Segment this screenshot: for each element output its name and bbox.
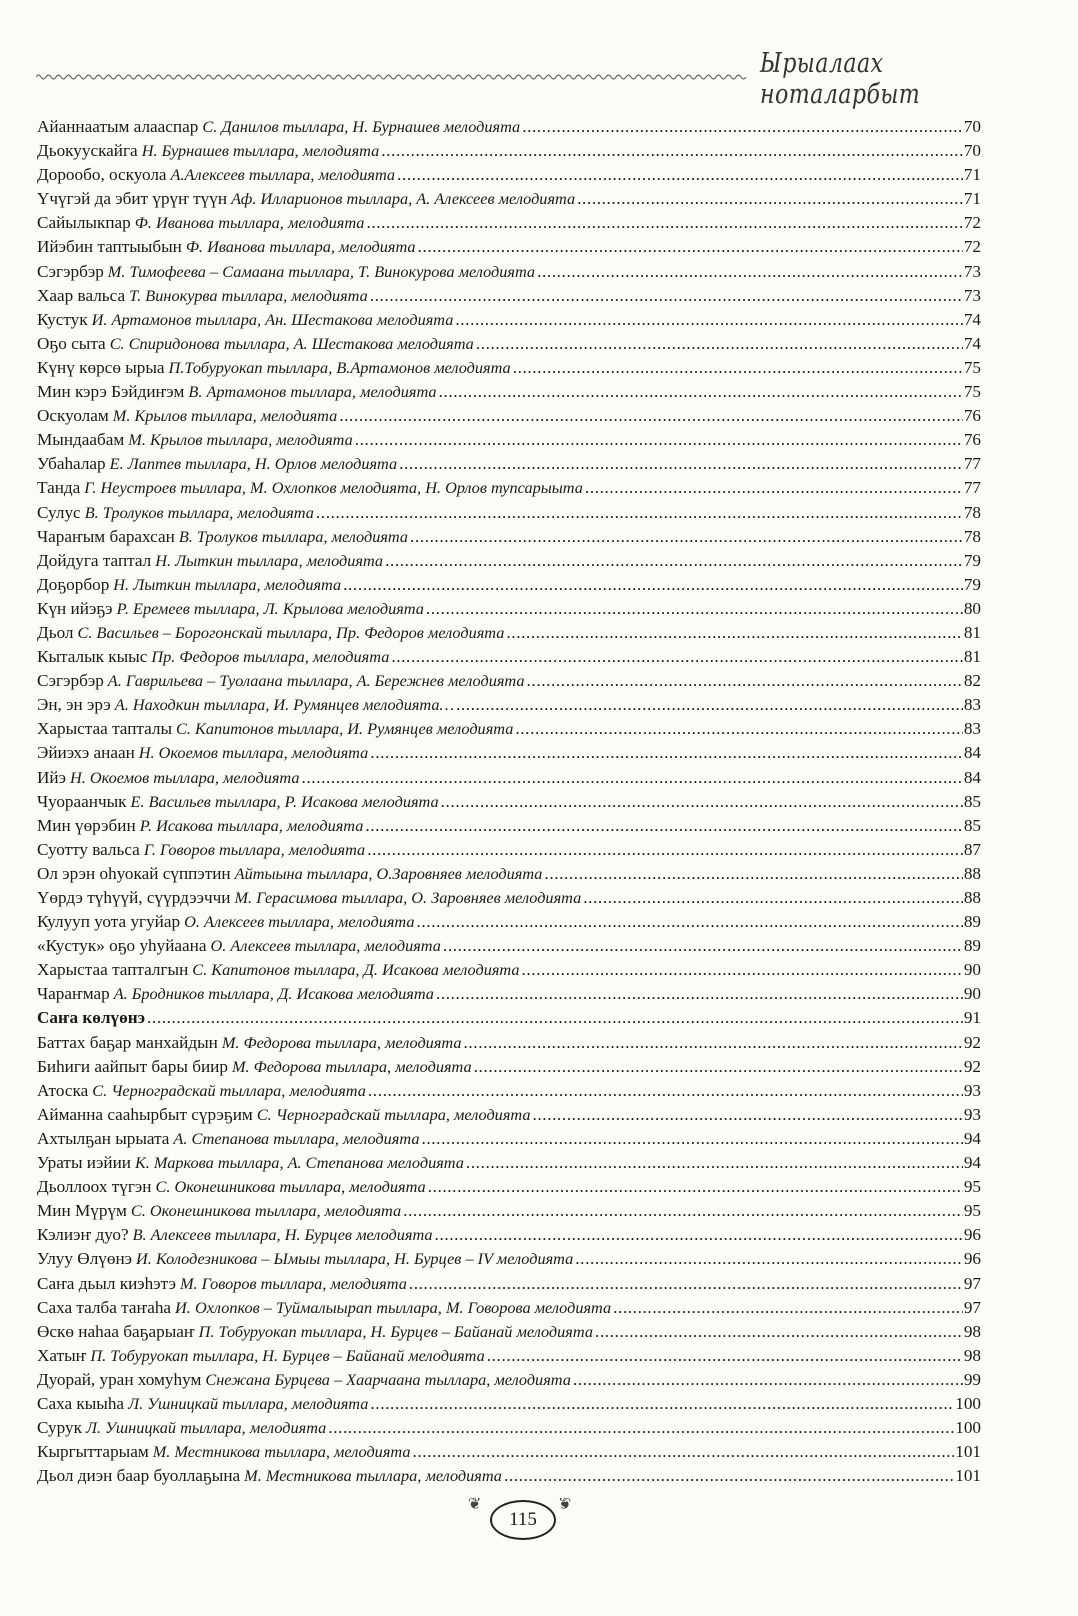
toc-entry-author: Н. Окоемов тыллара, мелодията [70, 767, 300, 787]
dot-leader [464, 1031, 963, 1055]
toc-entry-title: Танда [37, 478, 81, 498]
dot-leader [328, 1416, 954, 1440]
toc-entry [37, 982, 981, 1006]
toc-entry-title: Эн, эн эрэ [37, 695, 111, 715]
toc-entry-page: 71 [963, 189, 981, 209]
toc-entry [37, 163, 981, 187]
toc-entry-title: Кэлиэҥ дуо? [37, 1225, 129, 1245]
toc-entry-author: Ф. Иванова тыллара, мелодията [185, 237, 416, 257]
toc-entry [37, 549, 981, 573]
toc-entry [37, 1440, 981, 1464]
toc-entry-author: С. Данилов тыллара, Н. Бурнашев мелодията [202, 117, 521, 136]
dot-leader [476, 332, 963, 356]
dot-leader [367, 838, 963, 862]
toc-entry-page: 77 [963, 454, 981, 474]
toc-entry [37, 501, 981, 525]
toc-entry-author: Е. Лаптев тыллара, Н. Орлов мелодията [109, 454, 398, 474]
dot-leader [365, 814, 962, 838]
toc-entry-page: 98 [963, 1321, 981, 1341]
dot-leader [435, 1223, 963, 1247]
dot-leader [147, 1006, 963, 1030]
dot-leader [302, 766, 963, 790]
toc-entry-author: Айтыына тыллара, О.Заровняев мелодията [234, 863, 543, 883]
dot-leader [506, 621, 962, 645]
toc-entry-page: 90 [963, 984, 981, 1004]
toc-entry-author: С. Спиридонова тыллара, А. Шестакова мелодията [109, 333, 474, 353]
toc-entry-author: А. Бродников тыллара, Д. Исакова мелодията [113, 984, 434, 1004]
toc-entry-title: Мин кэрэ Бэйдиҥэм [37, 382, 185, 402]
dot-leader [399, 452, 963, 476]
toc-entry-page: 82 [963, 671, 981, 691]
toc-entry-page: 81 [963, 622, 981, 642]
toc-entry [37, 235, 981, 259]
toc-entry-title: Чараҥым барахсан [37, 526, 175, 546]
toc-entry-page: 75 [963, 382, 981, 402]
toc-entry [37, 404, 981, 428]
toc-entry-author: П.Тобуруокап тыллара, В.Артамонов мелодията [168, 357, 511, 377]
toc-entry-page: 101 [955, 1466, 981, 1486]
toc-entry-page: 79 [963, 574, 981, 594]
toc-entry-page: 98 [963, 1345, 981, 1365]
toc-entry-title: Эйиэхэ анаан [37, 743, 135, 763]
toc-entry-page: 94 [963, 1153, 981, 1173]
toc-entry-author: М. Тимофеева – Самаана тыллара, Т. Винокурова мелодията [107, 261, 536, 281]
toc-entry [37, 958, 981, 982]
toc-entry-author: Е. Васильев тыллара, Р. Исакова мелодията [130, 791, 439, 811]
toc-entry [37, 1247, 981, 1271]
toc-entry-title: Мындаабам [37, 430, 125, 450]
toc-entry [37, 428, 981, 452]
toc-entry [37, 862, 981, 886]
toc-entry-title: Сурук [37, 1418, 82, 1438]
toc-entry-author: С. Капитонов тыллара, И. Румянцев мелодията [176, 719, 514, 739]
toc-entry-title: Өскө наһаа баҕарыаҥ [37, 1321, 195, 1341]
dot-leader [381, 139, 963, 163]
toc-entry-author: С. Черноградскай тыллара, мелодията [92, 1080, 366, 1100]
dot-leader [585, 476, 963, 500]
toc-entry-author: И. Охлопков – Туймалыырап тыллара, М. Говорова мелодията [175, 1297, 612, 1317]
toc-entry [37, 573, 981, 597]
toc-entry [37, 139, 981, 163]
dot-leader [613, 1296, 963, 1320]
toc-entry-title: Сэгэрбэр [37, 671, 104, 691]
dot-leader [527, 669, 963, 693]
toc-entry-author: И. Артамонов тыллара, Ан. Шестакова мелодията [91, 309, 454, 329]
toc-entry-author: М. Крылов тыллара, мелодията [112, 406, 338, 426]
toc-entry-title: Сулус [37, 502, 81, 522]
toc-entry-title: Сайылыкпар [37, 213, 131, 233]
dot-leader [397, 163, 963, 187]
toc-entry [37, 1392, 981, 1416]
dot-leader [403, 1199, 963, 1223]
toc-entry-title: Хаар вальса [37, 285, 126, 305]
toc-entry-page: 92 [963, 1056, 981, 1076]
dot-leader [436, 982, 963, 1006]
toc-entry [37, 1103, 981, 1127]
toc-entry-title: Саха талба таҥаһа [37, 1297, 172, 1317]
dot-leader [428, 1175, 963, 1199]
toc-entry-title: Айаннаатым алааспар [37, 117, 199, 136]
dot-leader [573, 1368, 963, 1392]
dot-leader [504, 1464, 954, 1488]
dot-leader [513, 356, 963, 380]
toc-entry [37, 380, 981, 404]
toc-entry [37, 476, 981, 500]
toc-entry-page: 81 [963, 647, 981, 667]
toc-entry-page: 72 [963, 237, 981, 257]
dot-leader [544, 862, 962, 886]
toc-entry-page: 73 [963, 261, 981, 281]
toc-entry-author: К. Маркова тыллара, А. Степанова мелодията [134, 1153, 464, 1173]
running-header-title: Ырыалаах ноталарбыт [760, 48, 921, 110]
toc-entry-author: М. Местникова тыллара, мелодията [244, 1466, 502, 1486]
toc-entry-author: М. Говоров тыллара, мелодията [179, 1273, 407, 1293]
toc-entry [37, 525, 981, 549]
toc-entry [37, 1320, 981, 1344]
toc-entry-page: 97 [963, 1273, 981, 1293]
toc-entry-page: 89 [963, 912, 981, 932]
toc-entry [37, 1079, 981, 1103]
toc-entry-page: 100 [955, 1393, 981, 1413]
toc-entry-title: Чуораанчык [37, 791, 127, 811]
dot-leader [409, 1272, 963, 1296]
toc-entry-page: 101 [955, 1442, 981, 1462]
toc-entry-title: Кыталык кыыс [37, 647, 148, 667]
toc-entry-title: Саха кыыһа [37, 1393, 125, 1413]
toc-entry-page: 76 [963, 406, 981, 426]
toc-entry-author: И. Колодезникова – Ымыы тыллара, Н. Бурцев – IV мелодията [136, 1249, 574, 1269]
toc-entry-author: М. Крылов тыллара, мелодията [128, 430, 353, 450]
toc-entry [37, 187, 981, 211]
dot-leader [368, 1079, 963, 1103]
toc-entry-author: А. Степанова тыллара, мелодията [173, 1128, 420, 1148]
toc-entry-title: Суотту вальса [37, 839, 140, 859]
toc-entry-author: Ф. Иванова тыллара, мелодията [134, 213, 365, 233]
toc-entry-title: Ийэбин таптыыбын [37, 237, 182, 257]
dot-leader [421, 1127, 962, 1151]
toc-entry [37, 1464, 981, 1488]
toc-entry-page: 78 [963, 526, 981, 546]
toc-entry-title: Хатыҥ [37, 1345, 87, 1365]
dot-leader [418, 235, 963, 259]
toc-entry-title: Дьоллоох түгэн [37, 1177, 152, 1197]
toc-entry [37, 669, 981, 693]
toc-entry-page: 84 [963, 743, 981, 763]
toc-entry-page: 95 [963, 1201, 981, 1221]
toc-entry-page: 93 [963, 1104, 981, 1124]
dot-leader [515, 717, 962, 741]
toc-entry-title: Ийэ [37, 767, 66, 787]
dot-leader [316, 501, 963, 525]
dot-leader [487, 1344, 963, 1368]
dot-leader [455, 308, 962, 332]
toc-entry-page: 83 [963, 719, 981, 739]
toc-entry-title: Саҥа көлүөнэ [37, 1008, 146, 1028]
toc-entry-page: 73 [963, 285, 981, 305]
toc-entry [37, 1127, 981, 1151]
toc-entry-author: Н. Лыткин тыллара, мелодията [155, 550, 384, 570]
toc-entry [37, 1344, 981, 1368]
toc-entry [37, 211, 981, 235]
toc-entry-page: 99 [963, 1369, 981, 1389]
dot-leader [339, 404, 963, 428]
toc-entry-author: Н. Окоемов тыллара, мелодията [138, 743, 369, 763]
toc-entry-author: М. Герасимова тыллара, О. Заровняев мелодията [234, 888, 582, 907]
toc-entry-author: В. Тролуков тыллара, мелодията [178, 526, 409, 546]
toc-entry-title: Кулууп уота угуйар [37, 912, 181, 932]
toc-entry-author: П. Тобуруокап тыллара, Н. Бурцев – Байанай мелодията [198, 1321, 593, 1341]
dot-leader [583, 886, 963, 910]
dot-leader [366, 211, 962, 235]
toc-entry-title: Мин үөрэбин [37, 815, 136, 835]
toc-entry-page: 97 [963, 1297, 981, 1317]
toc-entry-page: 71 [963, 165, 981, 185]
toc-entry-page: 87 [963, 839, 981, 859]
toc-entry-page: 88 [963, 863, 981, 883]
dot-leader [426, 597, 963, 621]
toc-entry-author: С. Черноградскай тыллара, мелодията [256, 1104, 531, 1124]
dot-leader [370, 284, 963, 308]
toc-entry-title: Күнү көрсө ырыа [37, 357, 165, 377]
dot-leader [577, 187, 963, 211]
toc-entry-title: Кустук [37, 309, 88, 329]
toc-entry-author: А.Алексеев тыллара, мелодията [170, 165, 396, 185]
dot-leader [533, 1103, 963, 1127]
dot-leader [410, 525, 963, 549]
toc-entry [37, 1199, 981, 1223]
toc-entry-author: М. Федорова тыллара, мелодията [221, 1032, 462, 1052]
toc-entry-author: Г. Неустроев тыллара, М. Охлопков мелодията, Н. Орлов тупсарыыта [84, 478, 583, 498]
toc-entry-author: Т. Винокурва тыллара, мелодията [129, 285, 368, 305]
toc-entry-author: Г. Говоров тыллара, мелодията [143, 839, 366, 859]
toc-entry-page: 88 [963, 888, 981, 907]
toc-entry-title: Дьол диэн баар буоллаҕына [37, 1466, 241, 1486]
table-of-contents [37, 115, 981, 1488]
toc-entry-author: Р. Еремеев тыллара, Л. Крылова мелодията [116, 598, 424, 618]
toc-entry-page: 70 [963, 141, 981, 161]
toc-entry [37, 1031, 981, 1055]
toc-entry-author: А. Гаврильева – Туолаана тыллара, А. Бережнев мелодията [107, 671, 525, 691]
toc-entry-author: О. Алексеев тыллара, мелодията [210, 936, 441, 956]
toc-entry-author: Р. Исакова тыллара, мелодията [139, 815, 364, 835]
toc-entry-author: В. Тролуков тыллара, мелодията [84, 502, 314, 522]
toc-entry [37, 1175, 981, 1199]
toc-entry [37, 910, 981, 934]
dot-leader [522, 115, 963, 139]
toc-entry [37, 452, 981, 476]
toc-entry-title: Саҥа дьыл киэһэтэ [37, 1273, 176, 1293]
dot-leader [370, 741, 963, 765]
toc-entry-page: 90 [963, 960, 981, 980]
toc-entry [37, 838, 981, 862]
toc-entry [37, 886, 981, 910]
toc-entry [37, 308, 981, 332]
toc-entry [37, 934, 981, 958]
toc-entry-page: 93 [963, 1080, 981, 1100]
toc-entry [37, 1296, 981, 1320]
toc-entry-page: 92 [963, 1032, 981, 1052]
toc-entry-title: Дуорай, уран хомуһум [37, 1369, 202, 1389]
dot-leader [385, 549, 963, 573]
toc-entry-page: 74 [963, 333, 981, 353]
toc-entry-page: 100 [955, 1418, 981, 1438]
toc-entry-title: Убаһалар [37, 454, 106, 474]
toc-entry-page: 95 [963, 1177, 981, 1197]
toc-entry-author: Аф. Илларионов тыллара, А. Алексеев мелодията [231, 189, 576, 209]
dot-leader [456, 693, 963, 717]
toc-entry [37, 356, 981, 380]
toc-entry-page: 75 [963, 357, 981, 377]
ornament-right-icon: ❦ [558, 1496, 572, 1513]
toc-entry-page: 74 [963, 309, 981, 329]
toc-entry-title: Дьокуускайга [37, 141, 138, 161]
toc-entry [37, 1368, 981, 1392]
toc-entry-page: 77 [963, 478, 981, 498]
toc-entry-title: Оскуолам [37, 406, 109, 426]
toc-entry-author: А. Находкин тыллара, И. Румянцев мелодията… [114, 695, 454, 715]
dot-leader [575, 1247, 963, 1271]
toc-entry-title: Мин Мүрүм [37, 1201, 127, 1221]
toc-entry-title: Чараҥмар [37, 984, 110, 1004]
toc-entry-title: Ураты иэйии [37, 1153, 131, 1173]
dot-leader [439, 380, 963, 404]
toc-entry-title: «Кустук» оҕо уһуйаана [37, 936, 207, 956]
toc-entry-page: 96 [963, 1225, 981, 1245]
toc-entry-author: Снежана Бурцева – Хаарчаана тыллара, мелодията [205, 1369, 571, 1389]
toc-entry-author: Л. Ушницкай тыллара, мелодията [128, 1393, 369, 1413]
toc-entry [37, 741, 981, 765]
toc-entry [37, 597, 981, 621]
toc-entry [37, 1416, 981, 1440]
toc-entry-title: Харыстаа тапталы [37, 719, 173, 739]
toc-entry-page: 96 [963, 1249, 981, 1269]
toc-entry [37, 717, 981, 741]
toc-entry-page: 72 [963, 213, 981, 233]
header-wavy-rule [36, 70, 746, 84]
toc-entry [37, 1055, 981, 1079]
toc-entry-title: Дойдуга таптал [37, 550, 152, 570]
toc-entry-page: 91 [963, 1008, 981, 1028]
dot-leader [413, 1440, 955, 1464]
toc-entry [37, 1151, 981, 1175]
toc-entry-page: 94 [963, 1128, 981, 1148]
toc-entry [37, 790, 981, 814]
toc-entry-title: Кыргыттарыам [37, 1442, 149, 1462]
toc-entry [37, 1006, 981, 1030]
dot-leader [537, 260, 963, 284]
toc-entry-author: С. Васильев – Борогонскай тыллара, Пр. Федоров мелодията [77, 622, 505, 642]
toc-entry-title: Биһиги аайпыт бары биир [37, 1056, 228, 1076]
dot-leader [595, 1320, 963, 1344]
toc-entry-title: Айманна сааһырбыт сүрэҕим [37, 1104, 253, 1124]
toc-entry-title: Ол эрэн оһуокай сүппэтин [37, 863, 231, 883]
toc-entry-title: Харыстаа тапталгын [37, 960, 189, 980]
toc-entry-author: С. Оконешникова тыллара, мелодията [155, 1177, 426, 1197]
toc-entry-title: Дорообо, оскуола [37, 165, 167, 185]
toc-entry-title: Ахтылҕан ырыата [37, 1128, 170, 1148]
toc-entry [37, 284, 981, 308]
toc-entry-page: 80 [963, 598, 981, 618]
toc-entry-page: 79 [963, 550, 981, 570]
toc-entry-page: 78 [963, 502, 981, 522]
toc-entry-title: Күн ийэҕэ [37, 598, 113, 618]
toc-entry-title: Дьол [37, 622, 74, 642]
toc-entry-title: Улуу Өлүөнэ [37, 1249, 133, 1269]
page-number: 115 [490, 1500, 556, 1540]
toc-entry-page: 84 [963, 767, 981, 787]
toc-entry-title: Сэгэрбэр [37, 261, 104, 281]
toc-entry-title: Оҕо сыта [37, 333, 106, 353]
toc-entry-author: П. Тобуруокап тыллара, Н. Бурцев – Байанай мелодията [90, 1345, 485, 1365]
toc-entry [37, 115, 981, 139]
toc-entry [37, 621, 981, 645]
dot-leader [391, 645, 962, 669]
toc-entry [37, 693, 981, 717]
toc-entry-title: Баттах баҕар манхайдын [37, 1032, 218, 1052]
toc-entry-page: 85 [963, 815, 981, 835]
toc-entry-author: С. Капитонов тыллара, Д. Исакова мелодията [192, 960, 520, 980]
toc-entry [37, 260, 981, 284]
dot-leader [370, 1392, 954, 1416]
dot-leader [355, 428, 963, 452]
toc-entry-page: 83 [963, 695, 981, 715]
toc-entry [37, 1223, 981, 1247]
ornament-left-icon: ❦ [468, 1496, 482, 1513]
dot-leader [443, 934, 963, 958]
toc-entry-title: Доҕорбор [37, 574, 110, 594]
toc-entry-title: Атоска [37, 1080, 89, 1100]
toc-entry [37, 1272, 981, 1296]
toc-entry-author: Л. Ушницкай тыллара, мелодията [85, 1418, 327, 1438]
toc-entry-author: М. Федорова тыллара, мелодията [231, 1056, 472, 1076]
toc-entry-page: 76 [963, 430, 981, 450]
dot-leader [466, 1151, 963, 1175]
toc-entry-title: Үөрдэ түһүүй, сүүрдээччи [37, 888, 231, 907]
toc-entry [37, 332, 981, 356]
toc-entry-author: Н. Бурнашев тыллара, мелодията [141, 141, 380, 161]
dot-leader [441, 790, 963, 814]
toc-entry-author: О. Алексеев тыллара, мелодията [184, 912, 415, 932]
dot-leader [474, 1055, 963, 1079]
toc-entry-title: Үчүгэй да эбит үрүҥ түүн [37, 189, 228, 209]
dot-leader [522, 958, 963, 982]
toc-entry-author: М. Местникова тыллара, мелодията [152, 1442, 411, 1462]
toc-entry-author: Пр. Федоров тыллара, мелодията [151, 647, 390, 667]
toc-entry-page: 89 [963, 936, 981, 956]
toc-entry [37, 645, 981, 669]
toc-entry-page: 70 [963, 117, 981, 136]
dot-leader [417, 910, 963, 934]
toc-entry [37, 766, 981, 790]
toc-entry-author: С. Оконешникова тыллара, мелодията [130, 1201, 402, 1221]
toc-entry-author: В. Алексеев тыллара, Н. Бурцев мелодията [132, 1225, 433, 1245]
toc-entry-author: Н. Лыткин тыллара, мелодията [113, 574, 342, 594]
toc-entry [37, 814, 981, 838]
dot-leader [343, 573, 963, 597]
toc-entry-page: 85 [963, 791, 981, 811]
toc-entry-author: В. Артамонов тыллара, мелодията [188, 382, 437, 402]
